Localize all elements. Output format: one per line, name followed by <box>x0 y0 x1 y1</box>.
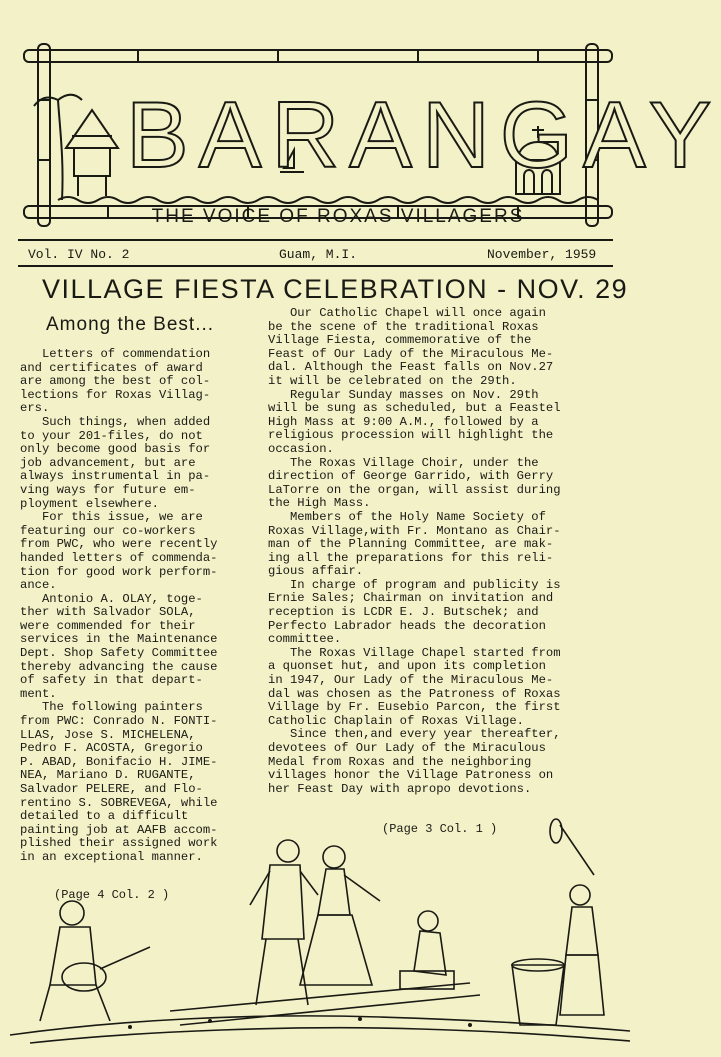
left-article-line: Pedro F. ACOSTA, Gregorio <box>20 741 203 756</box>
left-article-line: services in the Maintenance <box>20 632 218 647</box>
left-article-line: Such things, when added <box>20 414 211 429</box>
fiesta-villagers-illustration <box>0 835 640 1057</box>
right-article-line: Village Fiesta, commemorative of the <box>268 333 532 348</box>
right-article-line: be the scene of the traditional Roxas <box>268 319 539 334</box>
left-article-line: Antonio A. OLAY, toge- <box>20 591 203 606</box>
newsletter-title: BARANGAY <box>126 82 721 187</box>
right-article-line: religious procession will highlight the <box>268 428 554 443</box>
left-article-line: ving ways for future em- <box>20 482 196 497</box>
left-article-line: only become good basis for <box>20 442 211 457</box>
left-article-line: detailed to a difficult <box>20 809 189 824</box>
right-article-line: Catholic Chaplain of Roxas Village. <box>268 713 524 728</box>
left-article-line: P. ABAD, Bonifacio H. JIME- <box>20 754 218 769</box>
right-article-line: ing all the preparations for this reli- <box>268 550 554 565</box>
right-article-line: Perfecto Labrador heads the decoration <box>268 618 546 633</box>
right-article-line: Regular Sunday masses on Nov. 29th <box>268 387 539 402</box>
right-article-line: Medal from Roxas and the neighboring <box>268 754 532 769</box>
left-article-line: ther with Salvador SOLA, <box>20 605 196 620</box>
left-article-line: and certificates of award <box>20 360 203 375</box>
right-article-line: Feast of Our Lady of the Miraculous Me- <box>268 346 554 361</box>
right-article-line: devotees of Our Lady of the Miraculous <box>268 741 546 755</box>
right-article-continuation: (Page 3 Col. 1 ) <box>382 822 498 836</box>
right-article-line: her Feast Day with apropo devotions. <box>268 781 532 796</box>
masthead <box>18 40 721 230</box>
left-article-line: NEA, Mariano D. RUGANTE, <box>20 768 196 783</box>
right-article-line: Roxas Village,with Fr. Montano as Chair- <box>268 523 561 538</box>
right-article-line: dal. Although the Feast falls on Nov.27 <box>268 360 554 375</box>
left-article-line: of safety in that depart- <box>20 673 203 688</box>
left-article-line: painting job at AAFB accom- <box>20 822 218 837</box>
left-article-line: thereby advancing the cause <box>20 659 218 674</box>
left-article-body <box>20 348 217 865</box>
left-article-line: ers. <box>20 401 50 416</box>
issue-rule-top <box>18 239 613 241</box>
right-article-line: LaTorre on the organ, will assist during <box>268 482 561 497</box>
right-article-line: the High Mass. <box>268 496 371 511</box>
newsletter-subtitle: THE VOICE OF ROXAS VILLAGERS <box>151 206 525 227</box>
left-article-line: tion for good work perform- <box>20 564 218 579</box>
left-article-line: ment. <box>20 686 57 701</box>
right-article-line: in 1947, Our Lady of the Miraculous Me- <box>268 673 554 688</box>
right-article-line: dal was chosen as the Patroness of Roxas <box>268 686 561 701</box>
left-article-line: The following painters <box>20 700 203 715</box>
right-article-line: occasion. <box>268 441 334 456</box>
left-article-line: job advancement, but are <box>20 455 196 470</box>
left-article-line: LLAS, Jose S. MICHELENA, <box>20 727 196 742</box>
right-article-line: In charge of program and publicity is <box>268 577 561 592</box>
left-article-line: ance. <box>20 578 57 593</box>
right-article-line: Members of the Holy Name Society of <box>268 509 546 524</box>
issue-volume: Vol. IV No. 2 <box>28 247 130 262</box>
left-article-line: always instrumental in pa- <box>20 469 211 484</box>
issue-place: Guam, M.I. <box>279 247 358 262</box>
left-article-line: handed letters of commenda- <box>20 550 218 565</box>
right-article-line: Ernie Sales; Chairman on invitation and <box>268 591 554 606</box>
right-article-body <box>268 307 561 796</box>
left-article-line: For this issue, we are <box>20 510 203 525</box>
left-article-line: featuring our co-workers <box>20 523 196 538</box>
left-article-line: were commended for their <box>20 618 196 633</box>
left-article-line: Salvador PELERE, and Flo- <box>20 782 203 796</box>
right-article-line: will be sung as scheduled, but a Feastel <box>268 401 561 416</box>
right-article-line: Since then,and every year thereafter, <box>268 727 561 742</box>
left-article-line: from PWC, who were recently <box>20 537 218 552</box>
right-article-line: villages honor the Village Patroness on <box>268 768 554 783</box>
right-article-line: The Roxas Village Chapel started from <box>268 645 561 660</box>
left-article-line: plished their assigned work <box>20 836 218 851</box>
left-article-heading: Among the Best... <box>46 314 215 335</box>
right-article-line: it will be celebrated on the 29th. <box>268 373 517 388</box>
right-article-line: a quonset hut, and upon its completion <box>268 659 546 674</box>
left-article-line: lections for Roxas Villag- <box>20 387 211 402</box>
left-article-line: Letters of commendation <box>20 347 211 361</box>
right-article-line: Our Catholic Chapel will once again <box>268 306 546 320</box>
right-article-line: direction of George Garrido, with Gerry <box>268 469 554 484</box>
left-article-line: Dept. Shop Safety Committee <box>20 646 218 661</box>
issue-date: November, 1959 <box>487 247 597 262</box>
right-article-line: High Mass at 9:00 A.M., followed by a <box>268 414 539 429</box>
right-article-line: committee. <box>268 632 342 647</box>
left-article-line: in an exceptional manner. <box>20 849 203 864</box>
left-article-line: rentino S. SOBREVEGA, while <box>20 795 218 810</box>
issue-rule-bottom <box>18 265 613 267</box>
right-article-line: gious affair. <box>268 564 364 579</box>
right-article-line: reception is LCDR E. J. Butschek; and <box>268 605 539 620</box>
left-article-line: to your 201-files, do not <box>20 428 203 443</box>
left-article-line: are among the best of col- <box>20 374 211 389</box>
left-article-line: from PWC: Conrado N. FONTI- <box>20 714 218 729</box>
right-article-line: The Roxas Village Choir, under the <box>268 455 539 470</box>
right-article-line: Village by Fr. Eusebio Parcon, the first <box>268 700 561 715</box>
main-headline: VILLAGE FIESTA CELEBRATION - NOV. 29 <box>42 274 629 304</box>
right-article-line: man of the Planning Committee, are mak- <box>268 537 554 552</box>
left-article-line: ployment elsewhere. <box>20 496 159 511</box>
left-article-continuation: (Page 4 Col. 2 ) <box>54 888 170 902</box>
